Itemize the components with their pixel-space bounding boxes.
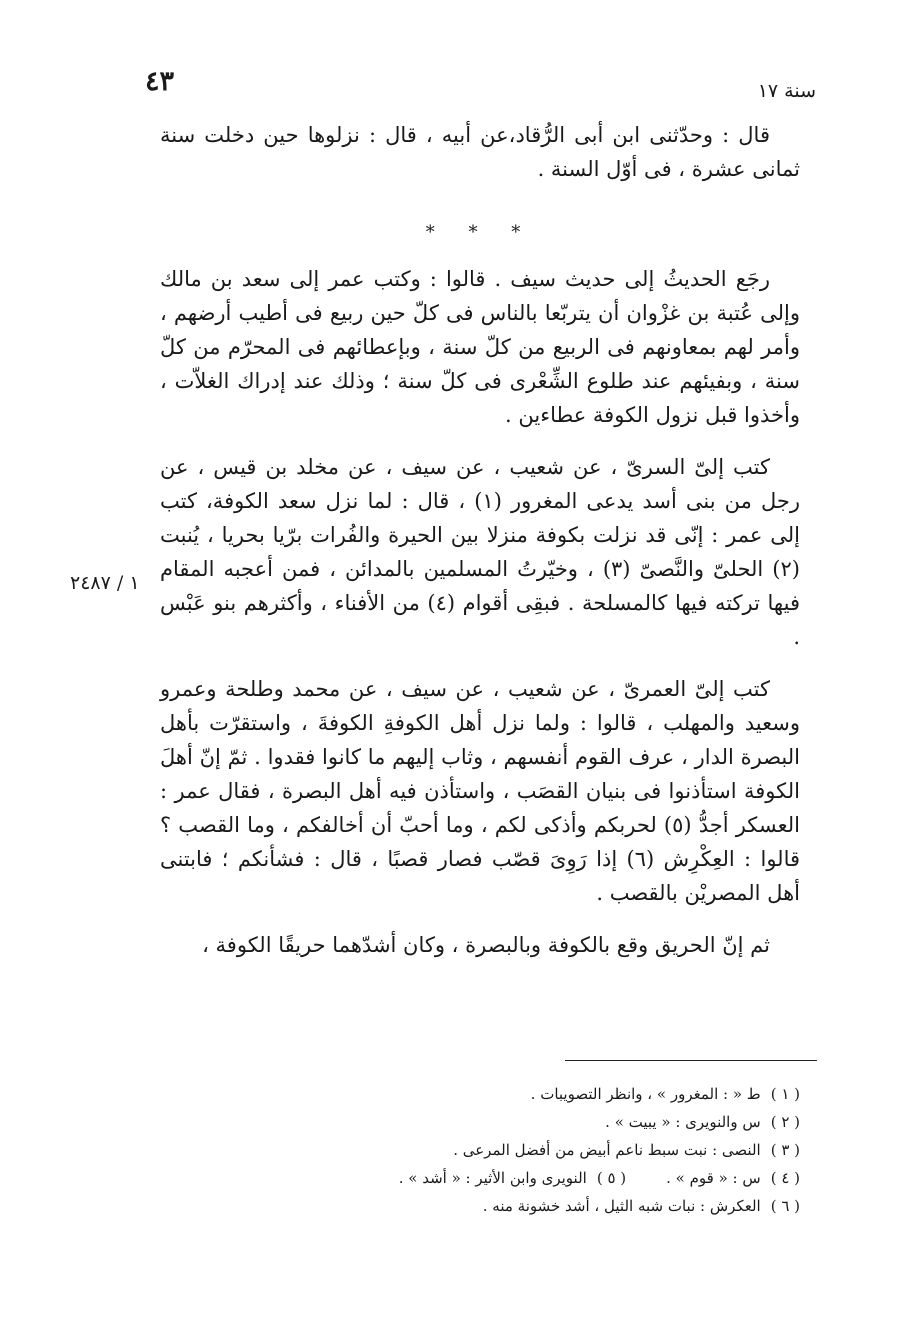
footnote-number: ( ٣ ) (770, 1141, 800, 1159)
footnote (160, 1108, 800, 1136)
footnote-number: ( ٢ ) (770, 1113, 800, 1131)
footnote-text: النويرى وابن الأثير : « أشد » . (398, 1169, 587, 1187)
margin-page-reference: ١ / ٢٤٨٧ (70, 572, 140, 594)
footnote-text: العكرش : نبات شبه الثيل ، أشد خشونة منه . (482, 1197, 761, 1215)
paragraph: قال : وحدّثنى ابن أبى الرُّقاد،عن أبيه ، قال : نزلوها حين دخلت سنة ثمانى عشرة ، فى أوّل السنة . (160, 123, 800, 181)
paragraph: كتب إلىّ السرىّ ، عن شعيب ، عن سيف ، عن مخلد بن قيس ، عن رجل من بنى أسد يدعى المغرور (١) ، قال : لما نزل سعد الكوفة، كتب إلى عمر : إنّى قد نزلت بكوفة منزلا بين الحيرة والفُرات برّيا بحريا ، يُنبت (٢) الحلىّ والنَّصىّ (٣) ، وخيّرتُ المسلمين بالمدائن ، فمن أعجبه المقام فيها تركته فيها كالمسلحة . فبقِى أقوام (٤) من الأفناء ، وأكثرهم بنو عَبْس . (160, 455, 801, 649)
paragraph: كتب إلىّ العمرىّ ، عن شعيب ، عن سيف ، عن محمد وطلحة وعمرو وسعيد والمهلب ، قالوا : ولما نزل أهل الكوفةِ الكوفةَ ، واستقرّت بأهل البصرة الدار ، عرف القوم أنفسهم ، وثاب إليهم ما كانوا فقدوا . ثمّ إنّ أهلَ الكوفة استأذنوا فى بنيان القصَب ، واستأذن فيه أهل البصرة ، فقال عمر : العسكر أجدُّ (٥) لحربكم وأذكى لكم ، وما أحبّ أن أخالفكم ، وما القصب ؟ قالوا : العِكْرِش (٦) إذا رَوِىَ قصّب فصار قصبًا ، قال : فشأنكم ؛ فابتنى أهل المصريْن بالقصب . (160, 677, 801, 905)
opening-paragraph-block (160, 118, 800, 186)
page-number: ٤٣ (145, 66, 175, 97)
running-title: سنة ١٧ (757, 80, 816, 102)
footnote-text: س والنويرى : « يبيت » . (605, 1113, 761, 1131)
paragraph: ثم إنّ الحريق وقع بالكوفة وبالبصرة ، وكان أشدّهما حريقًا الكوفة ، (202, 933, 770, 957)
footnote-number: ( ٦ ) (770, 1197, 800, 1215)
footnote (160, 1164, 800, 1192)
paragraph: رجَع الحديثُ إلى حديث سيف . قالوا : وكتب عمر إلى سعد بن مالك وإلى عُتبة بن غزْوان أن يتربّعا بالناس فى كلّ حين ربيع فى أطيب أرضهم ، وأمر لهم بمعاونهم فى الربيع من كلّ سنة ، وبإعطائهم فى المحرّم من كلّ سنة ، وبفيئهم عند طلوع الشِّعْرى فى كلّ سنة ؛ وذلك عند إدراك الغلاّت ، وأخذوا قبل نزول الكوفة عطاءين . (160, 267, 800, 427)
footnote (160, 1136, 800, 1164)
footnote-text: النصى : نبت سبط ناعم أبيض من أفضل المرعى . (453, 1141, 761, 1159)
footnotes (160, 1080, 800, 1220)
footnote-number: ( ١ ) (770, 1085, 800, 1103)
footnote-text: س : « قوم » . (666, 1169, 761, 1187)
footnote-divider (565, 1060, 817, 1061)
footnote-number: ( ٥ ) (596, 1169, 627, 1187)
main-text-block (160, 262, 800, 962)
footnote-number: ( ٤ ) (770, 1169, 800, 1187)
footnote (160, 1080, 800, 1108)
section-separator: * * * (425, 222, 535, 243)
footnote (160, 1192, 800, 1220)
footnote-text: ط « : المغرور » ، وانظر التصويبات . (530, 1085, 761, 1103)
